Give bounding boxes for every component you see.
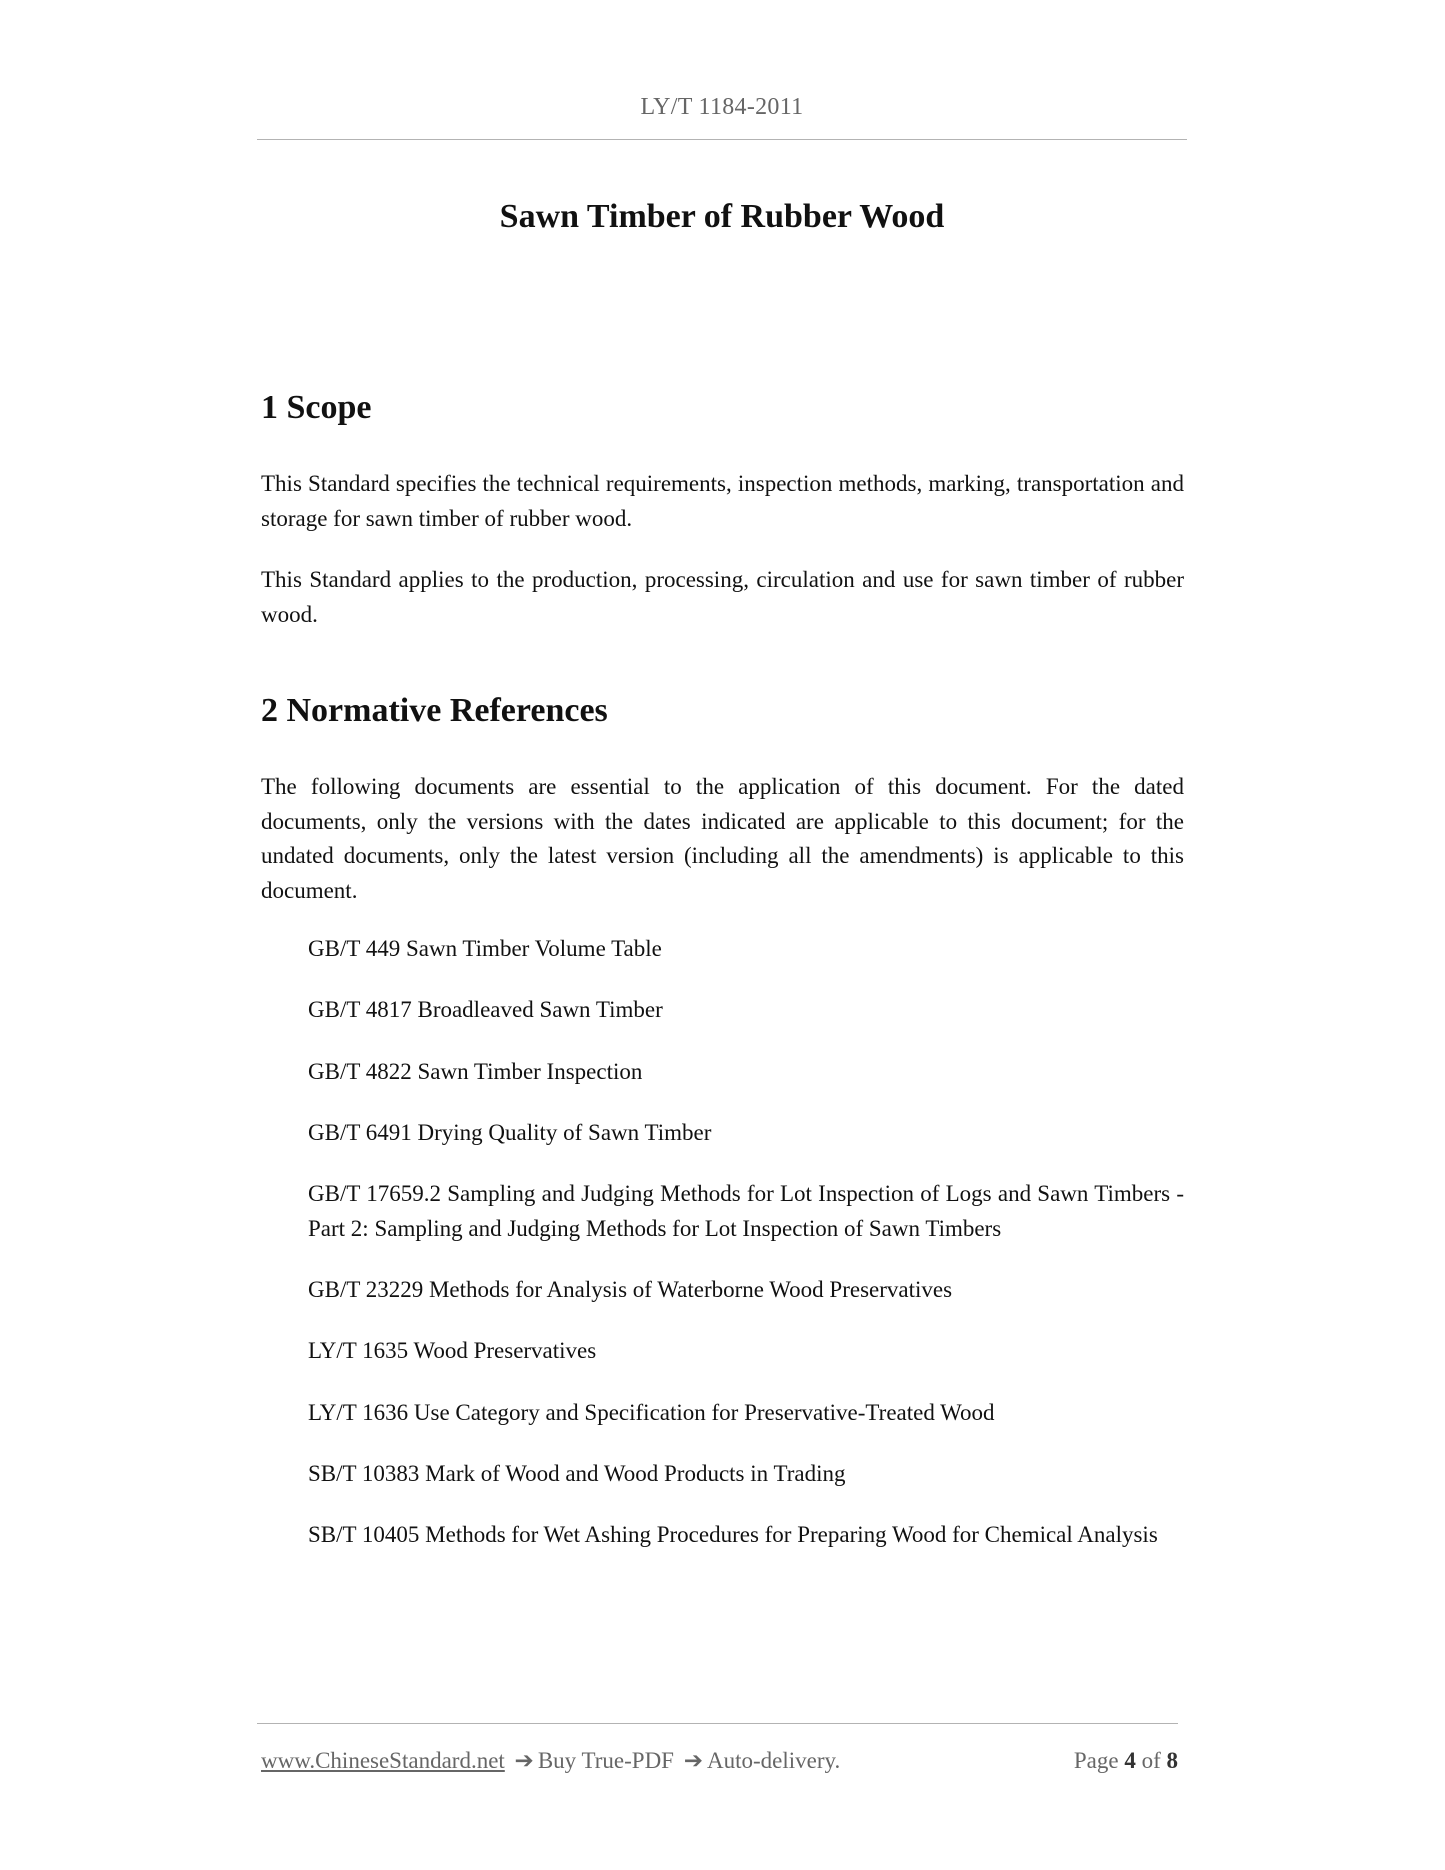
reference-item: LY/T 1636 Use Category and Specification for Preservative-Treated Wood [308,1399,995,1425]
auto-delivery-text: Auto-delivery. [707,1748,841,1773]
reference-item: SB/T 10405 Methods for Wet Ashing Procedures for Preparing Wood for Chemical Analysis [308,1522,1158,1548]
reference-item: GB/T 23229 Methods for Analysis of Waterborne Wood Preservatives [308,1276,953,1302]
normative-intro-paragraph: The following documents are essential to the application of this document. For the dated documents, only the versions with the dates indicated are applicable to this document; for the undated documents, only the latest version (including all the amendments) is applicable to this document. [261,774,1184,903]
header-divider [257,139,1187,140]
document-title: Sawn Timber of Rubber Wood [499,198,945,235]
reference-list [308,932,1184,1579]
footer-promo [261,1745,840,1777]
page-label: Page [1073,1748,1119,1773]
right-arrow-icon: ➔ [514,1748,534,1773]
scope-paragraph-2: This Standard applies to the production, processing, circulation and use for sawn timber of rubber wood. [261,567,1184,627]
page-of-label: of [1141,1748,1161,1773]
reference-item: LY/T 1635 Wood Preservatives [308,1338,597,1364]
running-header: LY/T 1184-2011 [640,94,804,120]
footer-divider [257,1723,1178,1724]
scope-paragraph-1: This Standard specifies the technical requirements, inspection methods, marking, transportation and storage for sawn timber of rubber wood. [261,471,1184,531]
page-current: 4 [1124,1748,1136,1773]
reference-item: GB/T 17659.2 Sampling and Judging Methods for Lot Inspection of Logs and Sawn Timbers -Part 2: Sampling and Judging Methods for Lot Inspection of Sawn Timbers [308,1181,1184,1241]
reference-item: GB/T 449 Sawn Timber Volume Table [308,936,662,961]
right-arrow-icon: ➔ [683,1748,703,1773]
page-indicator [1074,1745,1178,1777]
section-heading-scope: 1 Scope [261,389,372,426]
reference-item: GB/T 6491 Drying Quality of Sawn Timber [308,1119,712,1145]
buy-true-pdf-text: Buy True-PDF [537,1748,674,1773]
reference-item: GB/T 4822 Sawn Timber Inspection [308,1058,643,1084]
reference-item: GB/T 4817 Broadleaved Sawn Timber [308,997,663,1023]
section-heading-normative-references: 2 Normative References [261,692,608,729]
reference-item: SB/T 10383 Mark of Wood and Wood Products in Trading [308,1460,846,1486]
website-link[interactable]: www.ChineseStandard.net [261,1748,505,1773]
page-total: 8 [1166,1748,1178,1773]
